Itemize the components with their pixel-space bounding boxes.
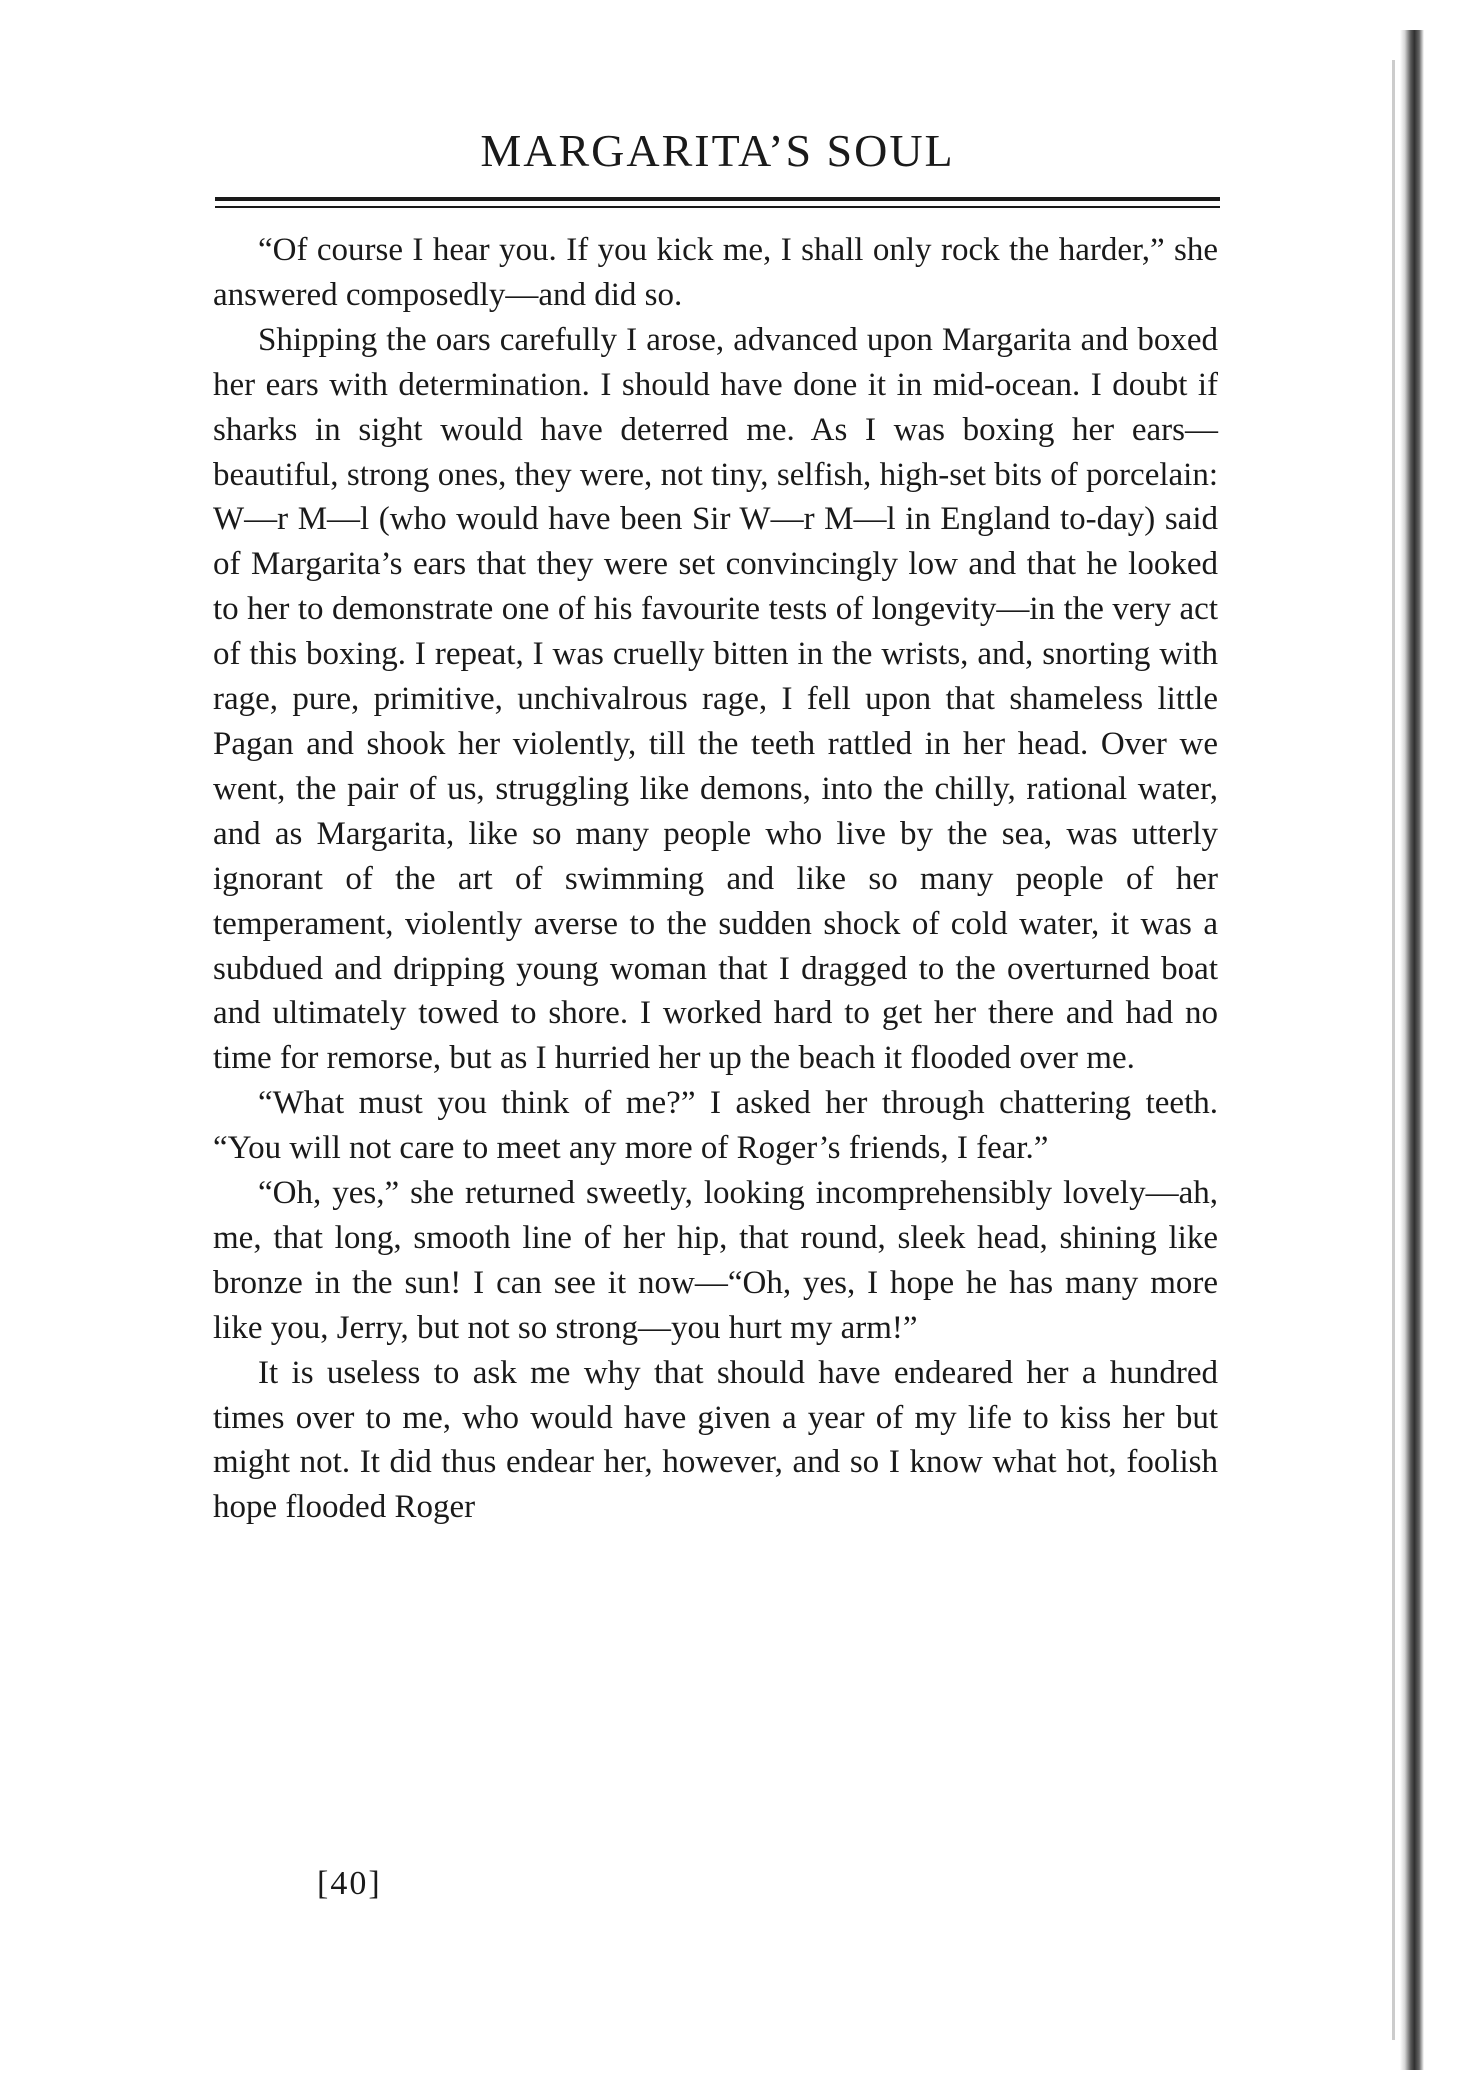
body-text bbox=[213, 228, 1218, 1530]
header-rule-thick bbox=[215, 197, 1220, 201]
paragraph: Shipping the oars carefully I arose, advanced upon Margarita and boxed her ears with determination. I should have done it in mid-ocean. I doubt if sharks in sight would have deterred me. As I was boxing her ears—beautiful, strong ones, they were, not tiny, selfish, high-set bits of porcelain: W—r M—l (who would have been Sir W—r M—l in England to-day) said of Margarita’s ears that they were set convincingly low and that he looked to her to demonstrate one of his favourite tests of longevity—in the very act of this boxing. I repeat, I was cruelly bitten in the wrists, and, snorting with rage, pure, primitive, unchivalrous rage, I fell upon that shameless little Pagan and shook her violently, till the teeth rattled in her head. Over we went, the pair of us, struggling like demons, into the chilly, rational water, and as Margarita, like so many people who live by the sea, was utterly ignorant of the art of swimming and like so many people of her temperament, violently averse to the sudden shock of cold water, it was a subdued and dripping young woman that I dragged to the overturned boat and ultimately towed to shore. I worked hard to get her there and had no time for remorse, but as I hurried her up the beach it flooded over me. bbox=[213, 321, 1218, 1077]
header-rule-thin bbox=[215, 206, 1220, 208]
paragraph: “What must you think of me?” I asked her through chattering teeth. “You will not care to meet any more of Roger’s friends, I fear.” bbox=[213, 1085, 1218, 1167]
scan-binding-edge bbox=[1400, 30, 1424, 2070]
page-number: [40] bbox=[317, 1865, 382, 1902]
running-header: MARGARITA’S SOUL bbox=[480, 125, 955, 176]
paragraph: It is useless to ask me why that should have endeared her a hundred times over to me, who would have given a year of my life to kiss her but might not. It did thus endear her, however, and so I know what hot, foolish hope flooded Roger bbox=[213, 1354, 1218, 1526]
paragraph: “Oh, yes,” she returned sweetly, looking incomprehensibly lovely—ah, me, that long, smooth line of her hip, that round, sleek head, shining like bronze in the sun! I can see it now—“Oh, yes, I hope he has many more like you, Jerry, but not so strong—you hurt my arm!” bbox=[213, 1175, 1218, 1346]
scan-edge-shadow bbox=[1392, 60, 1395, 2040]
paragraph: “Of course I hear you. If you kick me, I shall only rock the harder,” she answered composedly—and did so. bbox=[213, 232, 1218, 313]
